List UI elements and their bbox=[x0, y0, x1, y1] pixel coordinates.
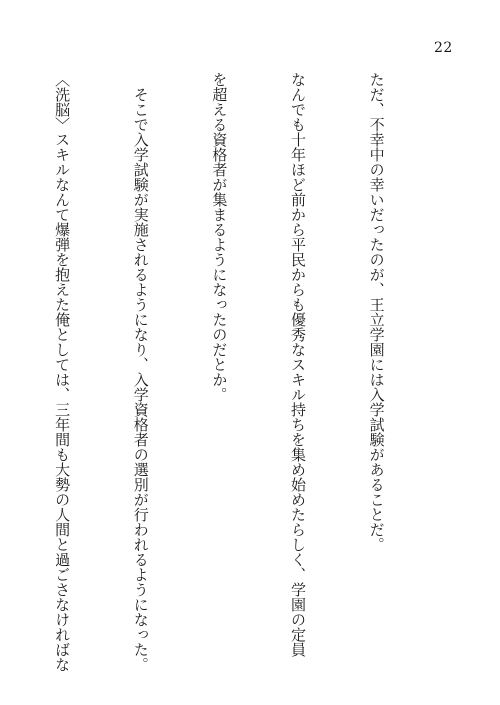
text-line: そこで入学試験が実施されるようになり、入学資格者の選別が行われるようになった。 bbox=[131, 72, 150, 672]
text-line: ただ、不幸中の幸いだったのが、王立学園には入学試験があることだ。 bbox=[367, 72, 386, 552]
page-number: 22 bbox=[434, 40, 453, 56]
vertical-body-text bbox=[0, 72, 442, 692]
text-line: なんでも十年ほど前から平民からも優秀なスキル持ちを集め始めたらしく、学園の定員 bbox=[288, 72, 307, 657]
text-line: を超える資格者が集まるようになったのだとか。 bbox=[210, 72, 229, 402]
text-line: 〈洗脳〉スキルなんて爆弾を抱えた俺としては、三年間も大勢の人間と過ごさなければな bbox=[53, 72, 72, 672]
